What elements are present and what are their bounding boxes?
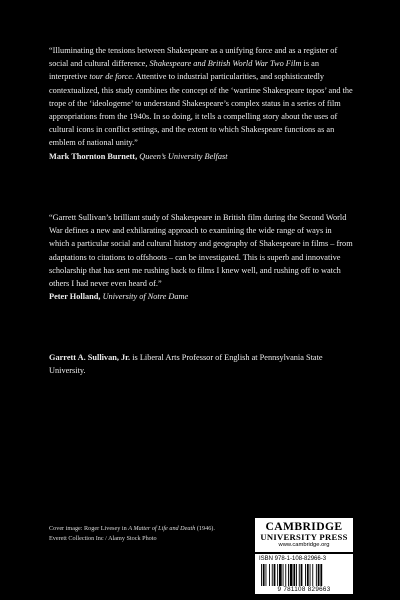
- publisher-logo: [255, 518, 353, 552]
- barcode-icon: [261, 564, 345, 586]
- publisher-subtitle: UNIVERSITY PRESS: [260, 532, 348, 542]
- endorser-affiliation: University of Notre Dame: [102, 292, 189, 302]
- publisher-url: www.cambridge.org: [278, 542, 330, 548]
- foreign-phrase-italic: tour de force: [89, 72, 132, 82]
- barcode-digits: 9 781108 829663: [277, 586, 331, 593]
- quote-text: “Illuminating the tensions between Shakespeare as a unifying force and as a register of social and cultural difference,: [49, 46, 338, 69]
- separator: ,: [135, 151, 140, 161]
- quote-text: “Garrett Sullivan’s brilliant study of Shakespeare in British film during the Second World War defines a new and exhilarating approach to examining the wide range of ways in which a particular social and cultural history and geography of Shakespeare in films – from adaptations to citations to offshoots – can be investigated. This is superb and innovative scholarship that has sent me rushing back to films I knew well, and rushing off to watch others I had never even heard of.”: [49, 213, 353, 289]
- quote-text: is an interpretive: [49, 59, 319, 82]
- endorsement-quote-holland: [49, 211, 354, 303]
- credit-text: Cover image: Roger Livesey in: [49, 525, 129, 532]
- film-title-italic: A Matter of Life and Death: [128, 525, 196, 532]
- endorser-name: Mark Thornton Burnett: [49, 151, 136, 161]
- author-bio: [49, 351, 354, 377]
- endorsement-attribution: [49, 152, 228, 161]
- author-name: Garrett A. Sullivan, Jr.: [49, 353, 131, 362]
- separator: ,: [98, 292, 103, 302]
- isbn-barcode: [255, 554, 353, 594]
- isbn-label: ISBN 978-1-108-82966-3: [259, 556, 327, 562]
- endorsement-attribution: [49, 292, 188, 301]
- author-bio-text: is Liberal Arts Professor of English at Pennsylvania State University.: [49, 353, 323, 376]
- endorsement-quote-burnett: [49, 44, 354, 163]
- cover-image-credit: [49, 524, 219, 543]
- quote-text: . Attentive to industrial particularities, and sophisticatedly contextualized, this study combines the concept of the ‘wartime Shakespeare topos’ and the trope of the ‘ideologeme’ to understand Shakespeare’s complex status in a series of film appropriations from the 1940s. In so doing, it tells a compelling story about the uses of cultural icons in conflict settings, and the extent to which Shakespeare functions as an emblem of national unity.”: [49, 72, 353, 148]
- endorser-affiliation: Queen’s University Belfast: [139, 151, 228, 161]
- endorser-name: Peter Holland: [49, 292, 99, 302]
- publisher-name: CAMBRIDGE: [265, 520, 343, 533]
- credit-text: (1946). Everett Collection Inc / Alamy Stock Photo: [49, 525, 215, 542]
- book-title-italic: Shakespeare and British World War Two Film: [149, 59, 302, 69]
